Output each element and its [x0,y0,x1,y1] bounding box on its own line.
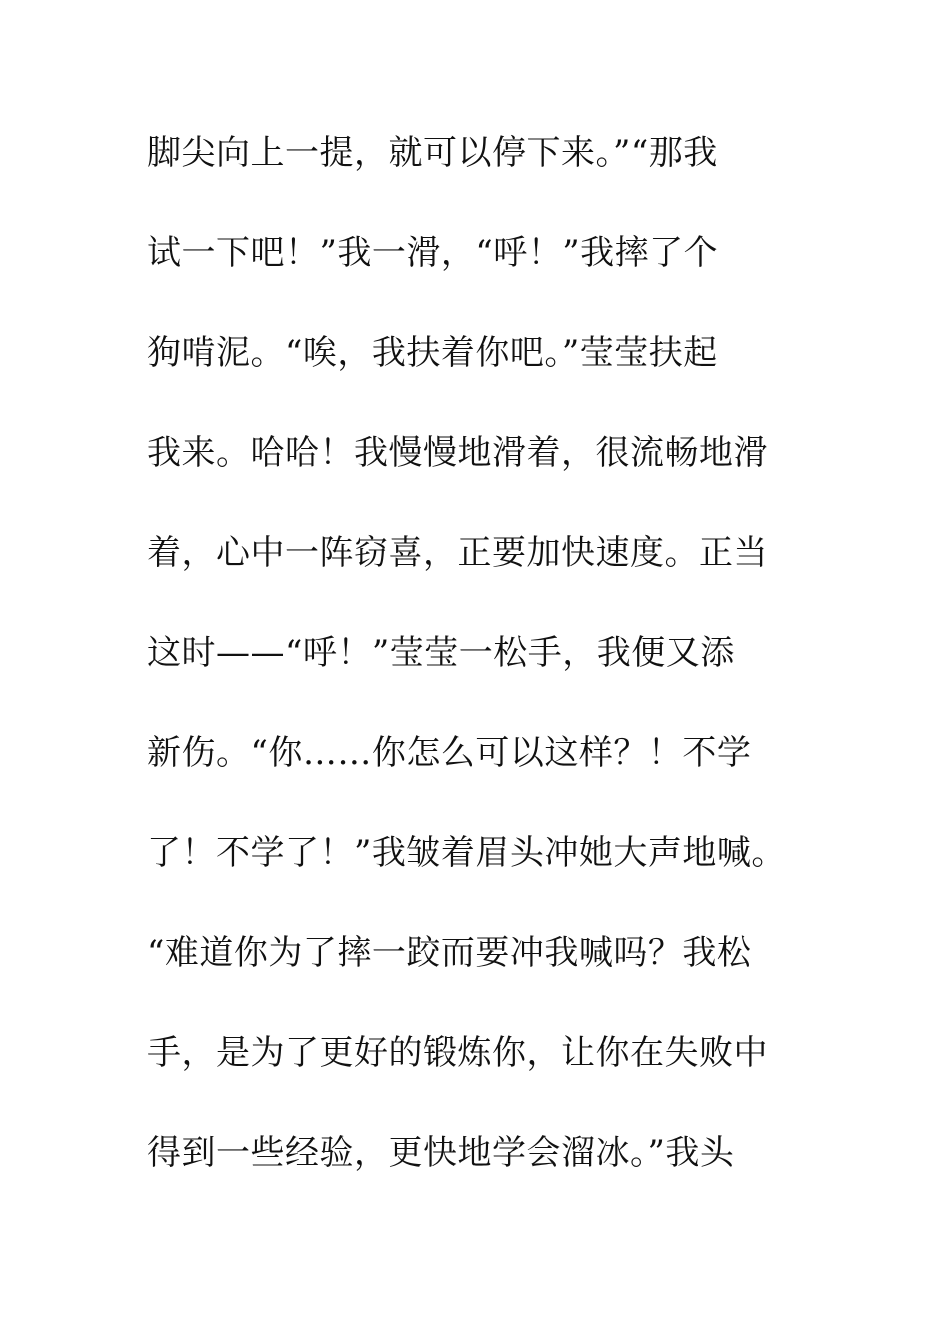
text-line-1: 脚尖向上一提，就可以停下来。”“那我 [147,133,718,173]
text-line-6: 这时——“呼！”莹莹一松手，我便又添 [147,633,735,673]
text-line-2: 试一下吧！”我一滑，“呼！”我摔了个 [147,233,719,273]
text-line-3: 狗啃泥。“唉，我扶着你吧。”莹莹扶起 [147,333,718,373]
text-line-10: 手，是为了更好的锻炼你，让你在失败中 [147,1033,768,1073]
text-line-5: 着，心中一阵窃喜，正要加快速度。正当 [147,533,768,573]
text-line-7: 新伤。“你……你怎么可以这样？！不学 [147,733,752,773]
text-line-8: 了！不学了！”我皱着眉头冲她大声地喊。 [147,833,786,873]
body-text [147,123,847,1223]
text-line-11: 得到一些经验，更快地学会溜冰。”我头 [147,1133,735,1173]
text-line-4: 我来。哈哈！我慢慢地滑着，很流畅地滑 [147,433,768,473]
text-line-9: “难道你为了摔一跤而要冲我喊吗？我松 [147,933,752,973]
